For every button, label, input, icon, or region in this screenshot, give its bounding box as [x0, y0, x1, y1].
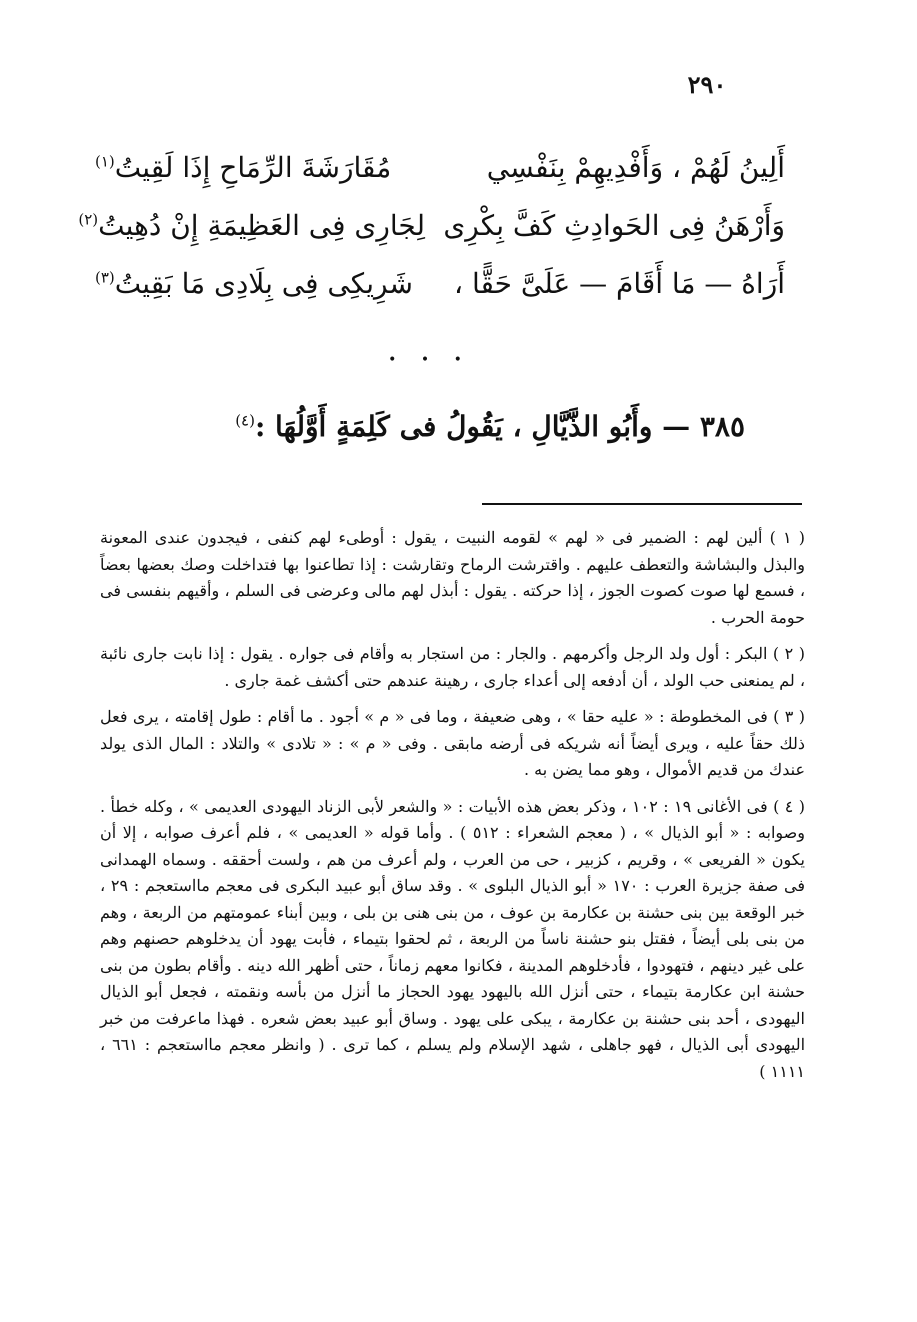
second-hemistich — [95, 267, 425, 300]
first-hemistich: وَأَرْهَنُ فِى الحَوادِثِ كَفَّ بِكْرِى — [443, 208, 785, 242]
footnote-ref: (٣) — [95, 268, 115, 287]
section-separator: • • • — [388, 352, 472, 368]
first-hemistich: أَرَاهُ — مَا أَقَامَ — عَلَىَّ حَقًّا ، — [454, 266, 785, 300]
footnote-3: ( ٣ ) فى المخطوطة : « عليه حقا » ، وهى ضعيفة ، وما فى « م » أجود . ما أقام : طول إقامته ، يرى فعل ذلك حقاً عليه ، ويرى أيضاً أنه شريكه فى أرضه مابقى . وفى « م » : « تلادى » والتلاد : المال الذى يولد عندك من قديم الأموال ، وهو مما يضن به . — [100, 707, 806, 779]
footnote-ref: (١) — [95, 152, 115, 171]
first-hemistich: أَلِينُ لَهُمْ ، وَأَفْدِيهِمْ بِنَفْسِي — [486, 150, 785, 184]
hemistich-text: لِجَارِى فِى العَظِيمَةِ إِنْ دُهِيتُ — [98, 208, 425, 242]
poem-verses — [78, 138, 785, 312]
verse-line — [95, 254, 785, 312]
hemistich-text: شَرِيكِى فِى بِلَادِى مَا بَقِيتُ — [114, 266, 413, 300]
footnote-ref: (٤) — [235, 411, 255, 430]
entry-heading — [235, 410, 745, 443]
hemistich-text: مُقَارَشَةَ الرِّمَاحِ إِذَا لَقِيتُ — [114, 150, 392, 184]
footnote-4: ( ٤ ) فى الأغانى ١٩ : ١٠٢ ، وذكر بعض هذه الأبيات : « والشعر لأبى الزناد اليهودى العديمى » ، وكله خطأ . وصوابه : « أبو الذيال » ، ( معجم الشعراء : ٥١٢ ) . وأما قوله « العديمى » ، فلم أعرف صوابه ، إلا أن يكون « الفريعى » ، وقريم ، كزبير ، حى من العرب ، ولم أعرف من هم ، ولست أحققه . وسماه الهمدانى فى صفة جزيرة العرب : ١٧٠ « أبو الذيال البلوى » . وقد ساق أبو عبيد البكرى فى معجم مااستعجم : ٢٩ ، خبر الوقعة بين بنى حشنة بن عكارمة بن عوف ، من بنى هنى بن بلى ، وبين أبناء عمومتهم من الربعة ، وهم من بنى بلى أيضاً ، فقتل بنو حشنة ناساً من الربعة ، ثم لحقوا بتيماء ، فأبت يهود أن يدخلوهم حصنهم وهم على غير دينهم ، فتهودوا ، فأدخلوهم المدينة ، فكانوا معهم زماناً ، حتى أظهر الله دينه . وأقام بطون من بنى حشنة ابن عكارمة بتيماء ، حتى أنزل الله باليهود يهود الحجاز ما أنزل من بأسه ونقمته ، فجعل أبو الذيال اليهودى ، أحد بنى حشنة بن عكارمة ، يبكى على يهود . وساق أبو عبيد بعض شعره . فهذا ماعرفت من خبر اليهودى أبى الذيال ، فهو جاهلى ، شهد الإسلام ولم يسلم ، كما ترى . ( وانظر معجم مااستعجم : ٦٦١ ، ١١١١ ) — [100, 796, 806, 1081]
entry-text: ٣٨٥ — وأَبُو الذَّيَّالِ ، يَقُولُ فى كَلِمَةٍ أَوَّلُهَا : — [254, 410, 745, 443]
footnotes — [100, 525, 805, 1095]
second-hemistich — [78, 208, 425, 242]
verse-line — [78, 196, 785, 254]
footnote-2: ( ٢ ) البكر : أول ولد الرجل وأكرمهم . والجار : من استجار به وأقام فى جواره . يقول : إذا نابت جارى نائبة ، لم يمنعنى حب الولد ، أن أدفعه إلى أعداء جارى ، رهينة عندهم حتى أكشف غمة جارى . — [100, 644, 805, 690]
second-hemistich — [95, 151, 425, 184]
footnote-1: ( ١ ) ألين لهم : الضمير فى « لهم » لقومه النبيت ، يقول : أوطىء لهم كنفى ، فيجدون عندى المعونة والبذل والبشاشة والتعطف عليهم . واقترشت الرماح وتقارشت : إذا تطاعنوا بها فتداخلت وصك بعضها بعضاً ، فسمع لها صوت كصوت الجوز ، إذا حركته . يقول : أبذل لهم مالى وعرضى فى السلم ، وأقيهم بنفسى فى حومة الحرب . — [100, 528, 805, 627]
footnote-divider — [482, 503, 802, 505]
page-number: ٢٩٠ — [687, 70, 727, 99]
verse-line — [95, 138, 785, 196]
footnote-ref: (٢) — [78, 210, 99, 229]
